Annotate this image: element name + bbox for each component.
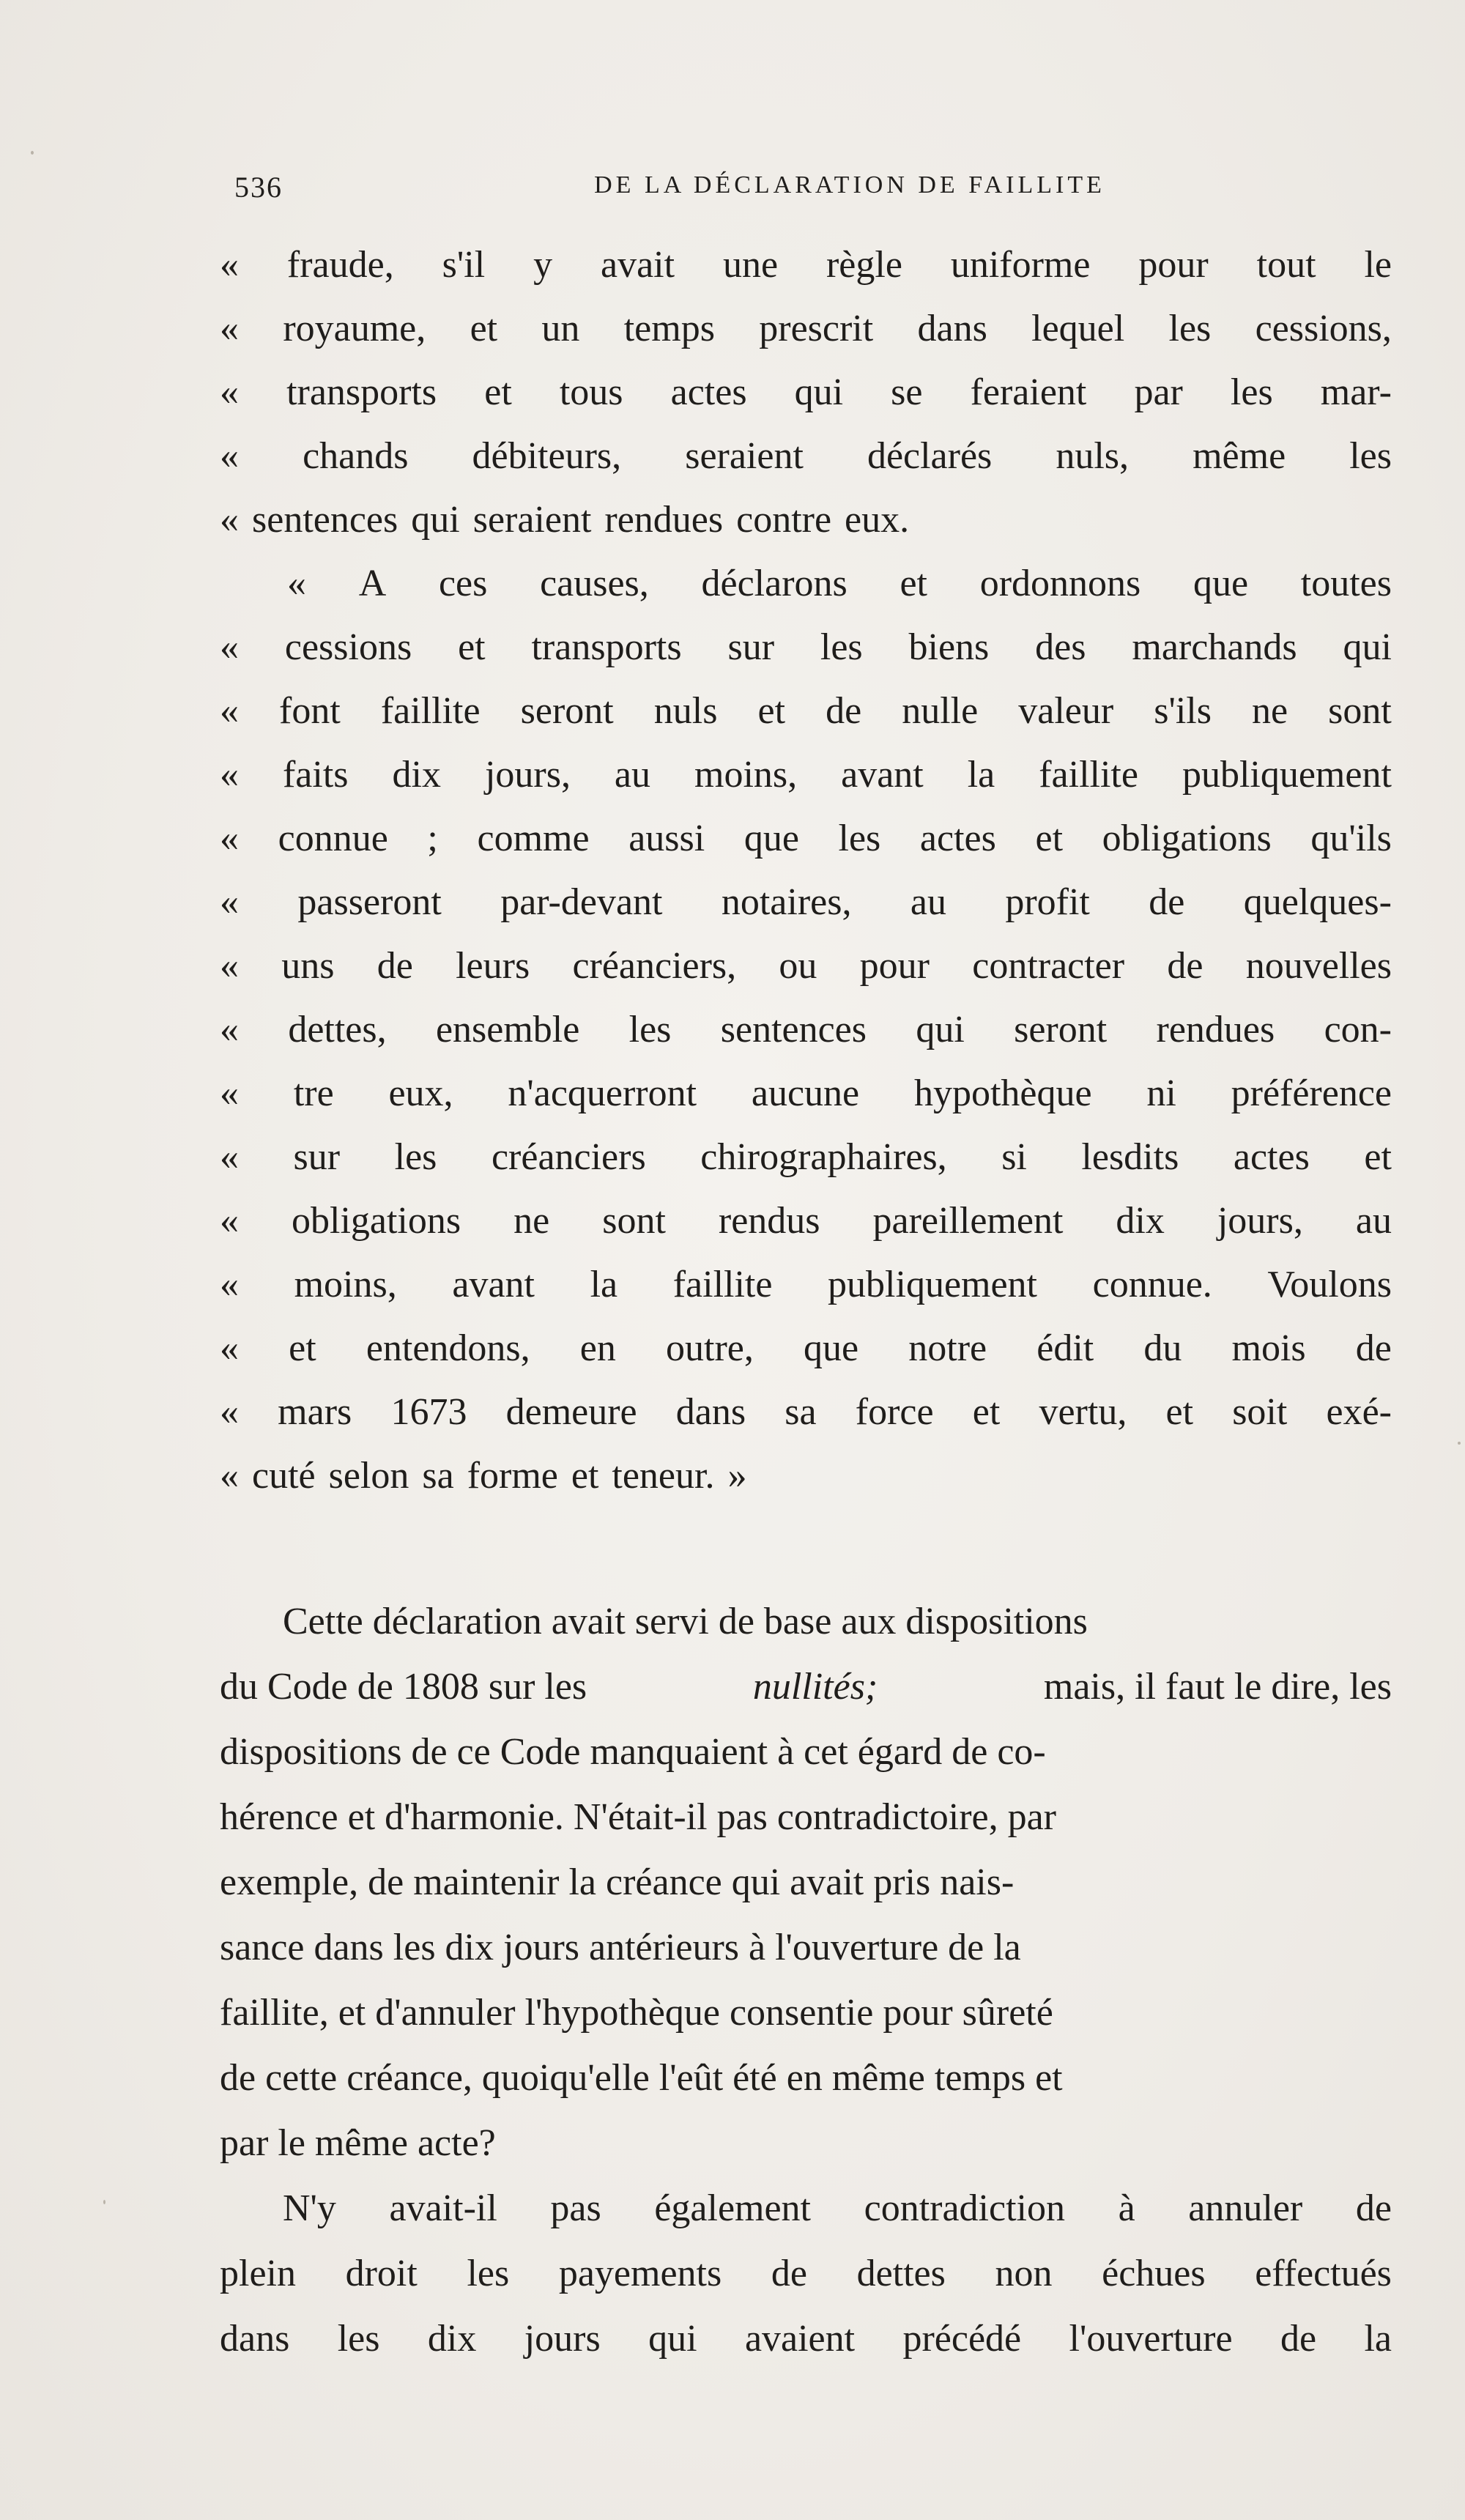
word: tout xyxy=(1256,244,1316,286)
word: pour xyxy=(859,945,930,987)
word: jours, xyxy=(1217,1200,1303,1242)
word: « xyxy=(220,945,239,987)
word: les xyxy=(1349,435,1392,477)
word: les xyxy=(337,2318,380,2360)
word: et xyxy=(458,626,486,668)
word: plein xyxy=(220,2253,296,2294)
word: la xyxy=(590,1264,618,1305)
word: les xyxy=(628,1009,672,1050)
word: qu'ils xyxy=(1310,818,1392,859)
word: ces xyxy=(438,563,488,604)
word: et xyxy=(972,1391,1001,1433)
word: même xyxy=(1193,435,1286,477)
word: « xyxy=(220,1009,239,1050)
word: dix xyxy=(392,754,441,796)
word: et xyxy=(470,308,498,349)
word: eux. xyxy=(845,499,910,541)
text-line xyxy=(220,488,1392,552)
word: une xyxy=(722,244,779,286)
word: obligations xyxy=(1102,818,1272,859)
word: valeur xyxy=(1018,690,1114,732)
paper-speck xyxy=(31,151,34,155)
word: de xyxy=(826,690,862,732)
word: pareillement xyxy=(872,1200,1064,1242)
word: ; xyxy=(427,818,438,859)
word: rendus xyxy=(718,1200,820,1242)
word: contre xyxy=(736,499,832,541)
word: dans xyxy=(675,1391,746,1433)
word: « xyxy=(220,754,239,796)
line-text: sance dans les dix jours antérieurs à l'ouverture de la xyxy=(220,1927,1021,1968)
paragraph-2 xyxy=(220,2176,1392,2371)
text-line xyxy=(220,2045,1392,2110)
word: seront xyxy=(1014,1009,1108,1050)
word: leurs xyxy=(456,945,530,987)
word: payements xyxy=(558,2253,722,2294)
text-line xyxy=(220,998,1392,1061)
text-line xyxy=(220,1189,1392,1253)
word: mars xyxy=(278,1391,352,1433)
word: sa xyxy=(785,1391,817,1433)
word: ou xyxy=(779,945,817,987)
word: qui xyxy=(916,1009,965,1050)
word: publiquement xyxy=(828,1264,1037,1305)
text-line xyxy=(220,1380,1392,1444)
word: effectués xyxy=(1255,2253,1392,2294)
word: avait-il xyxy=(389,2187,497,2229)
word: « xyxy=(220,435,239,477)
word: lequel xyxy=(1031,308,1125,349)
word: et xyxy=(1035,818,1064,859)
word: les xyxy=(394,1136,437,1178)
word: et xyxy=(1165,1391,1194,1433)
word: jours, xyxy=(484,754,571,796)
word: n'acquerront xyxy=(508,1072,697,1114)
word: que xyxy=(1193,563,1249,604)
word: qui xyxy=(794,371,844,413)
text-line xyxy=(220,2110,1392,2176)
word: soit xyxy=(1232,1391,1288,1433)
word: « xyxy=(220,371,239,413)
word: tre xyxy=(293,1072,334,1114)
word: « xyxy=(287,563,306,604)
word: de xyxy=(1280,2318,1317,2360)
word: des xyxy=(1035,626,1086,668)
word: les xyxy=(1230,371,1273,413)
text-line xyxy=(220,870,1392,934)
text-line xyxy=(220,1719,1392,1785)
word: les xyxy=(467,2253,510,2294)
word: toutes xyxy=(1300,563,1392,604)
word: profit xyxy=(1005,881,1090,923)
text-line xyxy=(220,2176,1392,2241)
text-line xyxy=(220,1253,1392,1316)
word: « xyxy=(220,1072,239,1114)
word: feraient xyxy=(970,371,1087,413)
word: quelques- xyxy=(1243,881,1392,923)
text-line xyxy=(220,679,1392,743)
word: connue. xyxy=(1092,1264,1212,1305)
word: également xyxy=(654,2187,812,2229)
word: connue xyxy=(278,818,388,859)
word: sentences xyxy=(252,499,398,541)
line-text: de cette créance, quoiqu'elle l'eût été en même temps et xyxy=(220,2057,1063,2099)
word: si xyxy=(1001,1136,1027,1178)
word: dans xyxy=(220,2318,290,2360)
word: exé- xyxy=(1326,1391,1392,1433)
word: biens xyxy=(908,626,990,668)
word: « xyxy=(220,499,239,541)
word: sont xyxy=(602,1200,666,1242)
word: déclarons xyxy=(701,563,848,604)
word: précédé xyxy=(902,2318,1022,2360)
word: de xyxy=(1355,1327,1392,1369)
word: que xyxy=(743,818,799,859)
word: les xyxy=(820,626,863,668)
word: faits xyxy=(282,754,349,796)
word: transports xyxy=(286,371,437,413)
word: par xyxy=(1134,371,1183,413)
running-title: DE LA DÉCLARATION DE FAILLITE xyxy=(594,171,1105,199)
word: font xyxy=(279,690,341,732)
word: actes xyxy=(670,371,747,413)
word: demeure xyxy=(505,1391,637,1433)
word: contradiction xyxy=(864,2187,1065,2229)
word: l'ouverture xyxy=(1069,2318,1233,2360)
paragraph-gap xyxy=(220,1508,1392,1589)
word: hypothèque xyxy=(913,1072,1092,1114)
text-line xyxy=(220,424,1392,488)
word: uniforme xyxy=(950,244,1091,286)
word: avaient xyxy=(744,2318,856,2360)
word: règle xyxy=(826,244,902,286)
page-header xyxy=(234,170,1392,207)
word: publiquement xyxy=(1182,754,1392,796)
word: préférence xyxy=(1231,1072,1392,1114)
word: et xyxy=(900,563,927,604)
word: déclarés xyxy=(867,435,993,477)
word: et xyxy=(289,1327,316,1369)
word: seraient xyxy=(685,435,804,477)
word: ne xyxy=(1252,690,1288,732)
paper-speck xyxy=(1458,1442,1461,1445)
word: « xyxy=(220,308,239,349)
word: en xyxy=(579,1327,616,1369)
word: aucune xyxy=(751,1072,860,1114)
word: qui xyxy=(1343,626,1392,668)
word: pour xyxy=(1138,244,1209,286)
word: de xyxy=(1167,945,1203,987)
word: moins, xyxy=(694,754,798,796)
text-line xyxy=(220,1785,1392,1850)
word: dettes xyxy=(856,2253,946,2294)
word: seront xyxy=(520,690,614,732)
word: nulle xyxy=(902,690,979,732)
word: qui xyxy=(648,2318,697,2360)
word: « xyxy=(220,1136,239,1178)
text-line xyxy=(220,1654,1392,1719)
word: de xyxy=(771,2253,807,2294)
word: et xyxy=(757,690,786,732)
word: con- xyxy=(1324,1009,1392,1050)
text-line xyxy=(220,552,1392,615)
text-line xyxy=(220,743,1392,807)
word: causes, xyxy=(540,563,649,604)
word: dix xyxy=(427,2318,477,2360)
word: A xyxy=(358,563,387,604)
word: moins, xyxy=(294,1264,397,1305)
word: actes xyxy=(1233,1136,1310,1178)
text-line xyxy=(220,2241,1392,2306)
text-line xyxy=(220,1125,1392,1189)
word: de xyxy=(377,945,413,987)
line-text: faillite, et d'annuler l'hypothèque consentie pour sûreté xyxy=(220,1992,1053,2034)
word: « xyxy=(220,881,239,923)
line-text: hérence et d'harmonie. N'était-il pas contradictoire, par xyxy=(220,1796,1056,1838)
word: rendues xyxy=(1156,1009,1275,1050)
word: tous xyxy=(559,371,623,413)
word: chands xyxy=(303,435,409,477)
text-line xyxy=(220,1061,1392,1125)
word: passeront xyxy=(297,881,442,923)
word: N'y xyxy=(283,2187,336,2229)
word: faillite xyxy=(672,1264,773,1305)
word: et xyxy=(484,371,512,413)
word: » xyxy=(727,1455,747,1497)
word: rendues xyxy=(604,499,724,541)
word: entendons, xyxy=(366,1327,530,1369)
word: à xyxy=(1118,2187,1135,2229)
word: sa xyxy=(422,1455,454,1497)
text-line xyxy=(220,807,1392,870)
word: cuté xyxy=(252,1455,316,1497)
word: contracter xyxy=(972,945,1125,987)
word: s'ils xyxy=(1154,690,1212,732)
word: « xyxy=(220,1455,239,1497)
word: ensemble xyxy=(435,1009,580,1050)
text-line xyxy=(220,1850,1392,1915)
word: « xyxy=(220,1391,239,1433)
paper-speck xyxy=(103,2200,105,2204)
text-line xyxy=(220,1589,1392,1654)
word: « xyxy=(220,1200,239,1242)
word: par-devant xyxy=(500,881,663,923)
line-text: mais, il faut le dire, les xyxy=(1043,1666,1392,1708)
word: cessions, xyxy=(1255,308,1392,349)
word: de xyxy=(1149,881,1185,923)
word: « xyxy=(220,1264,239,1305)
word: dix xyxy=(1116,1200,1165,1242)
text-line xyxy=(220,1915,1392,1980)
word: notre xyxy=(908,1327,987,1369)
text-line xyxy=(220,360,1392,424)
text-line xyxy=(220,615,1392,679)
word: que xyxy=(804,1327,859,1369)
word: outre, xyxy=(666,1327,754,1369)
word: selon xyxy=(328,1455,409,1497)
word: forme xyxy=(467,1455,558,1497)
word: vertu, xyxy=(1039,1391,1127,1433)
word: et xyxy=(1364,1136,1392,1178)
word: se xyxy=(891,371,923,413)
word: les xyxy=(1168,308,1212,349)
word: avait xyxy=(600,244,675,286)
word: sont xyxy=(1328,690,1392,732)
text-line xyxy=(220,1316,1392,1380)
word: mar- xyxy=(1320,371,1392,413)
word: force xyxy=(855,1391,934,1433)
word: cessions xyxy=(284,626,412,668)
word: nuls xyxy=(653,690,718,732)
word: aussi xyxy=(628,818,705,859)
word: uns xyxy=(281,945,335,987)
word: créanciers xyxy=(491,1136,646,1178)
word: les xyxy=(838,818,881,859)
page-number: 536 xyxy=(234,171,283,204)
word: nouvelles xyxy=(1245,945,1392,987)
word: dans xyxy=(917,308,987,349)
word: eux, xyxy=(388,1072,453,1114)
word: comme xyxy=(477,818,590,859)
text-line xyxy=(220,1980,1392,2045)
word: s'il xyxy=(442,244,486,286)
word: marchands xyxy=(1132,626,1297,668)
word: faillite xyxy=(1039,754,1138,796)
word: le xyxy=(1364,244,1392,286)
word: sur xyxy=(293,1136,341,1178)
word: transports xyxy=(531,626,682,668)
word: ni xyxy=(1146,1072,1176,1114)
word: faillite xyxy=(380,690,481,732)
quotation-block xyxy=(220,233,1392,1508)
word: temps xyxy=(623,308,715,349)
line-text: Cette déclaration avait servi de base aux dispositions xyxy=(283,1601,1088,1642)
word: édit xyxy=(1036,1327,1094,1369)
word: échues xyxy=(1102,2253,1206,2294)
word: obligations xyxy=(292,1200,461,1242)
word: droit xyxy=(345,2253,418,2294)
word: la xyxy=(1364,2318,1392,2360)
word: « xyxy=(220,244,239,286)
text-line xyxy=(220,2306,1392,2371)
word: mois xyxy=(1231,1327,1306,1369)
word: la xyxy=(967,754,995,796)
line-text: par le même acte? xyxy=(220,2122,496,2164)
word: royaume, xyxy=(283,308,426,349)
word: ne xyxy=(513,1200,550,1242)
word: sentences xyxy=(720,1009,867,1050)
word: ordonnons xyxy=(979,563,1141,604)
word: « xyxy=(220,626,239,668)
word: pas xyxy=(550,2187,601,2229)
word: débiteurs, xyxy=(472,435,622,477)
word: jours xyxy=(524,2318,601,2360)
word: notaires, xyxy=(721,881,852,923)
text-line xyxy=(220,233,1392,297)
text-line xyxy=(220,1444,1392,1508)
word: au xyxy=(614,754,651,796)
word: Voulons xyxy=(1267,1264,1392,1305)
word: chirographaires, xyxy=(700,1136,947,1178)
word: du xyxy=(1143,1327,1182,1369)
word: annuler xyxy=(1188,2187,1303,2229)
word: et xyxy=(571,1455,599,1497)
line-text: exemple, de maintenir la créance qui avait pris nais- xyxy=(220,1861,1015,1903)
word: créanciers, xyxy=(572,945,737,987)
line-text: dispositions de ce Code manquaient à cet égard de co- xyxy=(220,1731,1046,1773)
word: nuls, xyxy=(1056,435,1130,477)
word: fraude, xyxy=(286,244,394,286)
word: non xyxy=(995,2253,1053,2294)
word: avant xyxy=(452,1264,535,1305)
word: y xyxy=(533,244,553,286)
word: dettes, xyxy=(288,1009,387,1050)
word: qui xyxy=(411,499,460,541)
word: avant xyxy=(841,754,924,796)
word: sur xyxy=(727,626,775,668)
word: au xyxy=(1355,1200,1392,1242)
word: 1673 xyxy=(390,1391,467,1433)
word: un xyxy=(541,308,580,349)
word: au xyxy=(910,881,946,923)
body-text xyxy=(220,233,1392,2371)
word: « xyxy=(220,1327,239,1369)
word: prescrit xyxy=(759,308,874,349)
line-text: du Code de 1808 sur les xyxy=(220,1666,587,1708)
word: « xyxy=(220,818,239,859)
text-line xyxy=(220,934,1392,998)
word: lesdits xyxy=(1081,1136,1179,1178)
word: seraient xyxy=(472,499,592,541)
text-line xyxy=(220,297,1392,360)
italic-term: nullités; xyxy=(752,1666,878,1708)
word: teneur. xyxy=(612,1455,715,1497)
word: de xyxy=(1355,2187,1392,2229)
paragraph-1 xyxy=(220,1589,1392,2176)
word: actes xyxy=(919,818,996,859)
word: « xyxy=(220,690,239,732)
